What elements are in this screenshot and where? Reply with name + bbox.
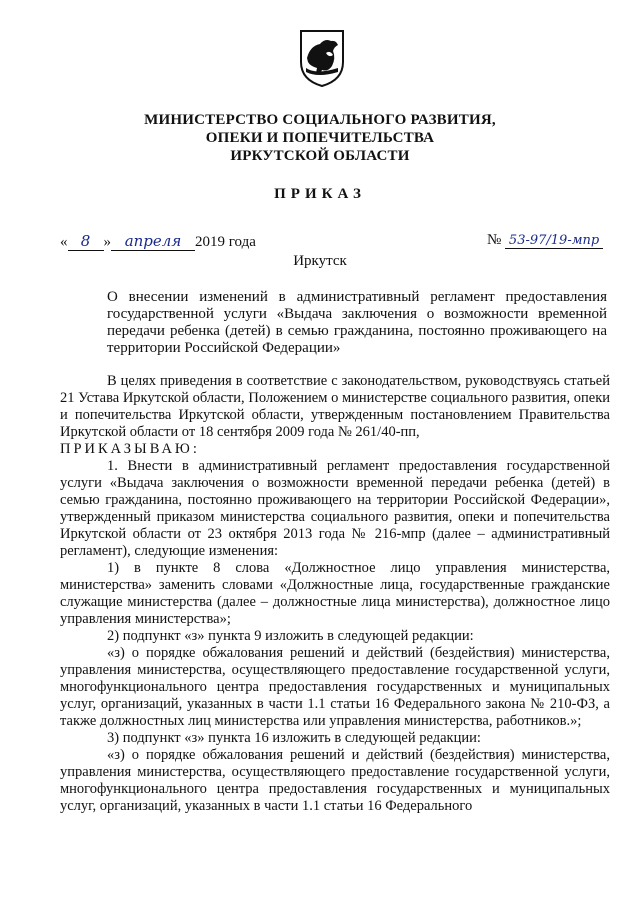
city-name: Иркутск: [293, 253, 347, 269]
order-subject: О внесении изменений в административный регламент предоставления государственной услуги «Выдача заключения о возможности временной передачи ребенка (детей) в семью гражданина, постоянно проживающего на территории Российской Федерации»: [107, 289, 607, 356]
paragraph-6: «з) о порядке обжалования решений и действий (бездействия) министерства, управления министерства, осуществляющего предоставление государственной услуги, многофункционального центра предоставления государственных и муниципальных услуг, организаций, указанных в части 1.1 статьи 16 Федерального: [60, 747, 610, 814]
document-type-title: ПРИКАЗ: [274, 186, 366, 202]
paragraph-1: 1. Внести в административный регламент предоставления государственной услуги «Выдача заключения о возможности временной передачи ребенка (детей) в семью гражданина, постоянно проживающего на территории Российской Федерации», утвержденный приказом министерства социального развития, опеки и попечительства Иркутской области от 23 октября 2013 года № 216-мпр (далее – административный регламент), следующие изменения:: [60, 458, 610, 559]
date-month: апреля: [111, 232, 195, 251]
paragraph-4: «з) о порядке обжалования решений и действий (бездействия) министерства, управления министерства, осуществляющего предоставление государственной услуги, многофункционального центра предоставления государственных и муниципальных услуг, организаций, указанных в части 1.1 статьи 16 Федерального закона № 210-ФЗ, а также должностных лиц министерства или управления министерства, работников.»;: [60, 645, 610, 729]
organization-name-line-3: ИРКУТСКОЙ ОБЛАСТИ: [230, 148, 410, 164]
paragraph-3: 2) подпункт «з» пункта 9 изложить в следующей редакции:: [107, 628, 474, 644]
date-open-quote: «: [60, 234, 68, 250]
number-label: №: [487, 232, 502, 248]
order-body: [60, 373, 610, 815]
order-date: [60, 232, 256, 251]
order-keyword: ПРИКАЗЫВАЮ:: [60, 441, 200, 457]
paragraph-2: 1) в пункте 8 слова «Должностное лицо управления министерства, министерства» заменить словами «Должностные лица, государственные гражданские служащие министерства (далее – должностные лица министерства), должностное лицо управления министерства»;: [60, 560, 610, 627]
irkutsk-coat-of-arms-icon: [298, 28, 346, 88]
date-day: 8: [68, 232, 104, 251]
organization-name-line-1: МИНИСТЕРСТВО СОЦИАЛЬНОГО РАЗВИТИЯ,: [144, 112, 496, 128]
order-number: [487, 232, 603, 249]
organization-name-line-2: ОПЕКИ И ПОПЕЧИТЕЛЬСТВА: [205, 130, 435, 146]
date-year: 2019 года: [195, 234, 256, 250]
date-close-quote: »: [103, 234, 111, 250]
preamble-paragraph: В целях приведения в соответствие с законодательством, руководствуясь статьей 21 Устава Иркутской области, Положением о министерстве социального развития, опеки и попечительства Иркутской области, утвержденным постановлением Правительства Иркутской области от 18 сентября 2009 года № 261/40-пп,: [60, 373, 610, 440]
number-value: 53-97/19-мпр: [505, 233, 603, 249]
paragraph-5: 3) подпункт «з» пункта 16 изложить в следующей редакции:: [107, 730, 481, 746]
